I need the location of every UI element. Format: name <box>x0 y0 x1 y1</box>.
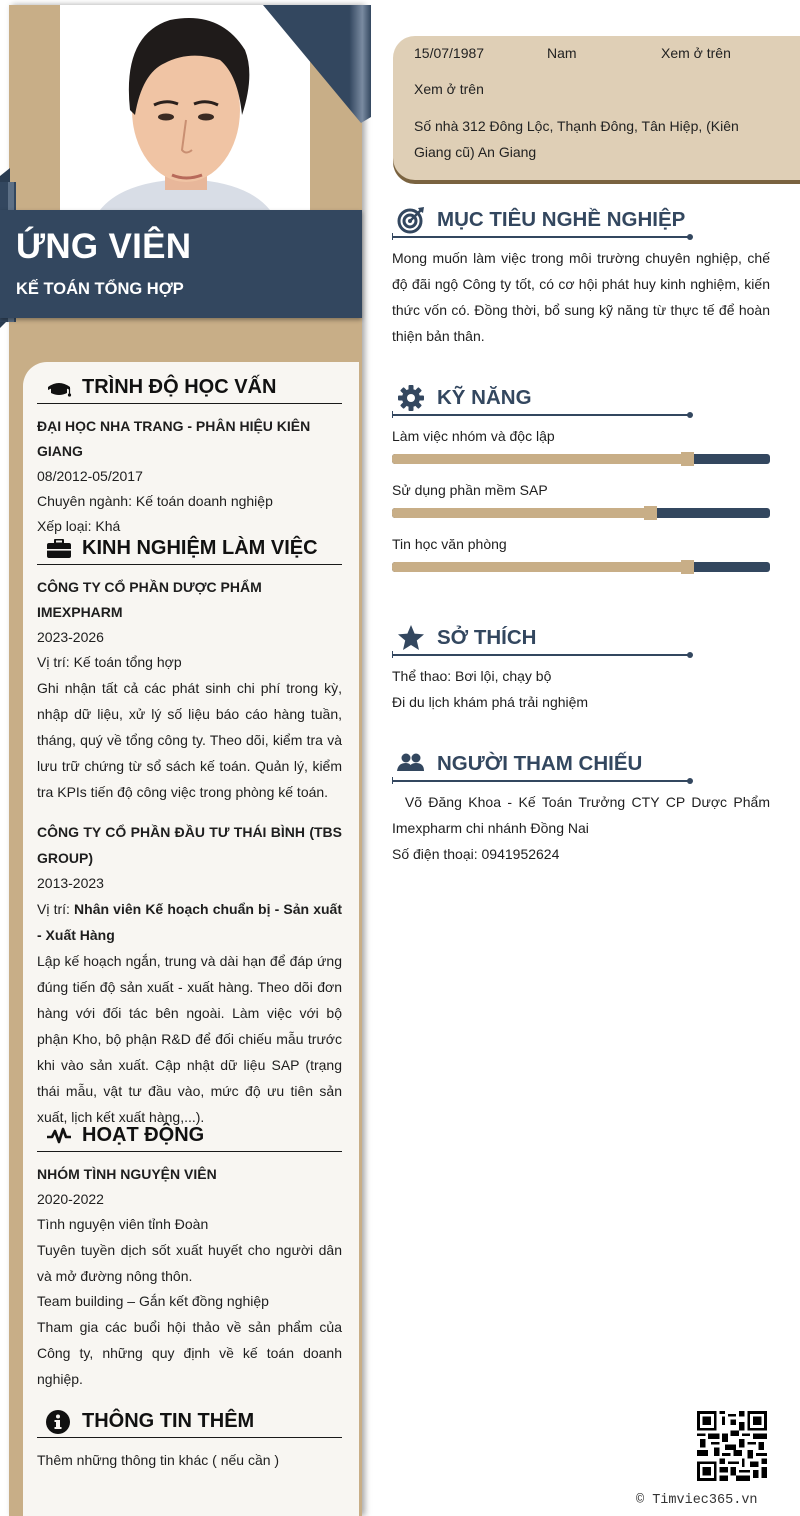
job-description: Ghi nhận tất cả các phát sinh chi phí trong kỳ, nhập dữ liệu, xử lý số liệu báo cáo hàng tuần, tháng, quý về tổng công ty. Theo dõi, kiểm tra và lưu trữ chứng từ sổ sách kế toán. Quản lý, kiểm tra KPIs tiến độ công việc trong phòng kế toán. <box>37 680 342 800</box>
job-period: 2023-2026 <box>37 629 104 645</box>
job-position: Vị trí: Nhân viên Kế hoạch chuẩn bị - Sản xuất - Xuất Hàng <box>37 901 342 943</box>
skill-fill <box>392 562 687 572</box>
reference-text: Võ Đăng Khoa - Kế Toán Trưởng CTY CP Dược Phẩm Imexpharm chi nhánh Đồng Nai <box>392 794 774 836</box>
references-section <box>392 746 774 867</box>
section-divider <box>392 414 690 416</box>
skills-section <box>392 380 770 585</box>
skill-knob <box>681 560 694 574</box>
graduation-cap-icon <box>46 376 74 400</box>
education-period: 08/2012-05/2017 <box>37 468 143 484</box>
activity-item: Team building – Gắn kết đồng nghiệp <box>37 1293 269 1309</box>
hobbies-title: SỞ THÍCH <box>437 626 537 649</box>
skill-bar <box>392 508 770 518</box>
personal-info-box <box>393 36 800 180</box>
activity-item: Tham gia các buổi hội thảo về sản phẩm của Công ty, những quy định về kế toán doanh nghiệp. <box>37 1319 342 1387</box>
hobby-item: Thể thao: Bơi lội, chạy bộ <box>392 668 552 684</box>
experience-title: KINH NGHIỆM LÀM VIỆC <box>82 537 318 559</box>
candidate-name: ỨNG VIÊN <box>16 227 192 266</box>
experience-header <box>37 533 342 565</box>
gender: Nam <box>547 45 577 61</box>
reference-phone: Số điện thoại: 0941952624 <box>392 846 560 862</box>
section-divider <box>392 236 690 238</box>
job-company: CÔNG TY CỔ PHẦN ĐẦU TƯ THÁI BÌNH (TBS GROUP) <box>37 824 342 866</box>
job-position: Vị trí: Kế toán tổng hợp <box>37 654 182 670</box>
additional-info-text: Thêm những thông tin khác ( nếu cần ) <box>37 1452 280 1468</box>
skill-name: Tin học văn phòng <box>392 536 507 552</box>
objective-section <box>392 202 770 349</box>
additional-info-section <box>37 1406 342 1473</box>
activity-period: 2020-2022 <box>37 1191 104 1207</box>
skill-bar <box>392 562 770 572</box>
references-title: NGƯỜI THAM CHIẾU <box>437 752 643 775</box>
hobby-item: Đi du lịch khám phá trải nghiệm <box>392 694 589 710</box>
activities-section <box>37 1120 342 1392</box>
hobbies-header <box>392 620 770 658</box>
address: Số nhà 312 Đông Lộc, Thạnh Đông, Tân Hiệp, (Kiên Giang cũ) An Giang <box>414 118 739 160</box>
job-description: Lập kế hoạch ngắn, trung và dài hạn để đáp ứng đúng tiến độ sản xuất - xuất hàng. Theo dõi đơn hàng với đối tác bên ngoài. Làm việc với bộ phận Kho, bộ phận R&D để đối chiếu mẫu trước khi vào sản xuất. Cập nhật dữ liệu SAP (trạng thái mẫu, vật tư đầu vào, mức độ ưu tiên sản xuất, lịch kết xuất hàng,...). <box>37 953 342 1125</box>
job-company: CÔNG TY CỔ PHẦN DƯỢC PHẨM IMEXPHARM <box>37 579 262 620</box>
skill-item <box>392 477 770 518</box>
skill-knob <box>681 452 694 466</box>
school-name: ĐẠI HỌC NHA TRANG - PHÂN HIỆU KIÊN GIANG <box>37 418 311 459</box>
education-title: TRÌNH ĐỘ HỌC VẤN <box>82 376 277 398</box>
activity-item: Tình nguyện viên tỉnh Đoàn <box>37 1216 209 1232</box>
section-divider <box>392 780 690 782</box>
star-icon <box>397 624 425 652</box>
info-circle-icon <box>46 1410 74 1434</box>
education-section <box>37 372 342 539</box>
skill-bar <box>392 454 770 464</box>
section-divider <box>392 654 690 656</box>
candidate-position: KẾ TOÁN TỔNG HỢP <box>16 280 184 298</box>
hobbies-section <box>392 620 770 715</box>
experience-section <box>37 533 342 1130</box>
briefcase-icon <box>46 537 74 561</box>
skills-header <box>392 380 770 418</box>
target-icon <box>397 206 425 234</box>
activities-title: HOẠT ĐỘNG <box>82 1124 205 1146</box>
education-header <box>37 372 342 404</box>
education-major: Chuyên ngành: Kế toán doanh nghiệp <box>37 493 273 509</box>
job-period: 2013-2023 <box>37 875 104 891</box>
activities-header <box>37 1120 342 1152</box>
objective-header <box>392 202 770 240</box>
gear-icon <box>397 384 425 412</box>
qr-code <box>697 1411 767 1481</box>
heartbeat-icon <box>46 1124 74 1148</box>
skills-title: KỸ NĂNG <box>437 386 532 409</box>
skill-fill <box>392 454 687 464</box>
corner-ribbon-decoration <box>263 5 373 125</box>
objective-text: Mong muốn làm việc trong môi trường chuyên nghiệp, chế độ đãi ngộ Công ty tốt, có cơ hội phát huy kinh nghiệm, kiến thức vốn có. Đồng thời, bổ sung kỹ năng từ thực tế để hoàn thiện bản thân. <box>392 250 770 344</box>
skill-knob <box>644 506 657 520</box>
additional-info-title: THÔNG TIN THÊM <box>82 1410 255 1432</box>
copyright: © Timviec365.vn <box>636 1493 758 1508</box>
skill-item <box>392 423 770 464</box>
skill-name: Làm việc nhóm và độc lập <box>392 428 555 444</box>
email: Xem ở trên <box>414 81 484 97</box>
references-header <box>392 746 770 784</box>
activity-item: Tuyên tuyền dịch sốt xuất huyết cho người dân và mở đường nông thôn. <box>37 1242 342 1284</box>
birth-date: 15/07/1987 <box>414 45 485 61</box>
activity-org: NHÓM TÌNH NGUYỆN VIÊN <box>37 1166 217 1182</box>
education-rank: Xếp loại: Khá <box>37 518 121 534</box>
skill-fill <box>392 508 653 518</box>
users-icon <box>397 750 425 778</box>
job-item <box>37 819 342 1130</box>
phone: Xem ở trên <box>661 45 731 61</box>
job-item <box>37 575 342 805</box>
skill-name: Sử dụng phần mềm SAP <box>392 482 548 498</box>
objective-title: MỤC TIÊU NGHỀ NGHIỆP <box>437 208 686 231</box>
skill-item <box>392 531 770 572</box>
additional-info-header <box>37 1406 342 1438</box>
